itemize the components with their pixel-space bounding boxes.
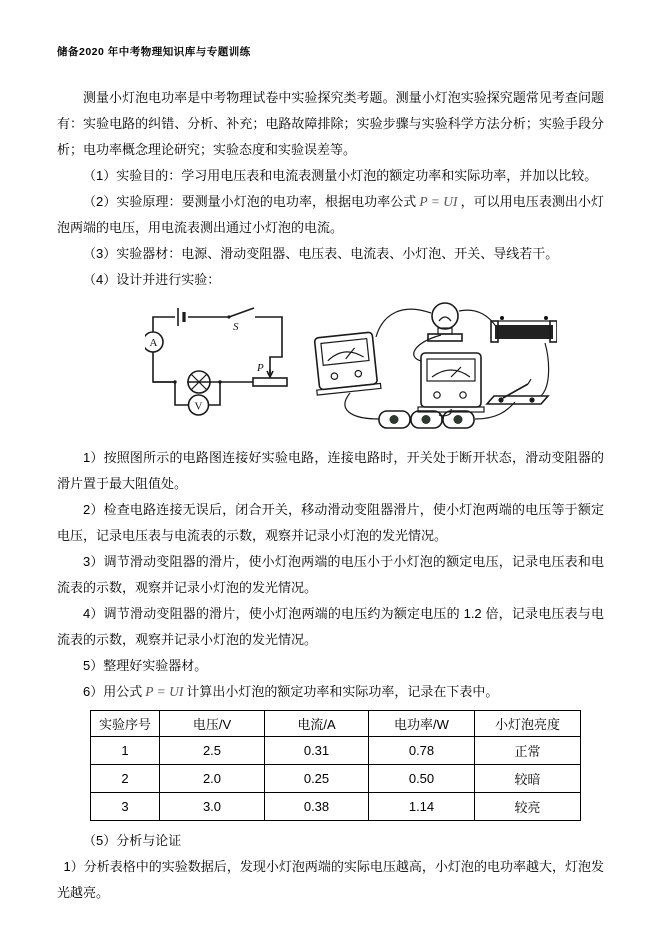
document-header: 储备2020 年中考物理知识库与专题训练: [57, 46, 251, 58]
switch-symbol: [227, 308, 254, 333]
step-6-pre: 6）用公式: [83, 684, 143, 699]
cell-voltage: 2.5: [160, 737, 265, 765]
voltmeter-label: V: [194, 400, 203, 413]
principle-text-pre: （2）实验原理：要测量小灯泡的电功率，根据电功率公式: [83, 194, 417, 209]
cell-brightness: 较亮: [475, 793, 581, 821]
step-1: 1）按照图所示的电路图连接好实验电路，连接电路时，开关处于断开状态，滑动变阻器的滑片置于最大阻值处。: [57, 450, 604, 491]
table-row: [91, 793, 581, 821]
cell-trial: 1: [91, 737, 160, 765]
circuit-and-apparatus-illustration: [145, 297, 557, 437]
cell-power: 0.78: [369, 737, 475, 765]
cell-power: 0.50: [369, 765, 475, 793]
principle-text-post: ，可以用电压表测出小灯泡两端的电压，用电流表测出通过小灯泡的电流。: [57, 194, 604, 235]
table-row: [91, 765, 581, 793]
slider-label: P: [257, 362, 264, 374]
experiment-figure: [57, 297, 604, 439]
col-header-power: 电功率/W: [369, 711, 475, 737]
cell-power: 1.14: [369, 793, 475, 821]
rheostat-apparatus: [491, 316, 557, 342]
switch-label: S: [233, 321, 239, 333]
results-table: [90, 710, 581, 821]
step-6-post: 计算出小灯泡的额定功率和实际功率，记录在下表中。: [186, 684, 499, 699]
ammeter-symbol: [145, 332, 163, 352]
step-6: [57, 679, 604, 705]
col-header-current: 电流/A: [265, 711, 369, 737]
experiment-design: （4）设计并进行实验：: [83, 272, 221, 287]
col-header-voltage: 电压/V: [160, 711, 265, 737]
analysis-heading: （5）分析与论证: [83, 833, 182, 848]
cell-current: 0.31: [265, 737, 369, 765]
cell-brightness: 较暗: [475, 765, 581, 793]
wire: [153, 317, 175, 332]
analysis-point-1: 1）分析表格中的实验数据后，发现小灯泡两端的实际电压越高，小灯泡的电功率越大，灯泡发光越亮。: [57, 859, 604, 900]
cell-voltage: 2.0: [160, 765, 265, 793]
step-3: 3）调节滑动变阻器的滑片，使小灯泡两端的电压小于小灯泡的额定电压，记录电压表和电流表的示数，观察并记录小灯泡的发光情况。: [57, 554, 604, 595]
battery-symbol: [178, 308, 184, 326]
cell-brightness: 正常: [475, 737, 581, 765]
col-header-brightness: 小灯泡亮度: [475, 711, 581, 737]
cell-current: 0.38: [265, 793, 369, 821]
ammeter-apparatus: [418, 353, 484, 412]
cell-current: 0.25: [265, 765, 369, 793]
circuit-schematic: [145, 308, 287, 415]
experiment-materials: （3）实验器材：电源、滑动变阻器、电压表、电流表、小灯泡、开关、导线若干。: [83, 246, 559, 261]
table-row: [91, 737, 581, 765]
experiment-principle: [57, 189, 604, 241]
power-formula: P = UI: [419, 194, 458, 209]
experiment-purpose: （1）实验目的：学习用电压表和电流表测量小灯泡的额定功率和实际功率，并加以比较。: [83, 168, 598, 183]
step-4: 4）调节滑动变阻器的滑片，使小灯泡两端的电压约为额定电压的 1.2 倍，记录电压表与电流表的示数，观察并记录小灯泡的发光情况。: [57, 606, 604, 647]
wire: [153, 352, 175, 382]
wire: [541, 343, 549, 396]
cell-trial: 2: [91, 765, 160, 793]
wire: [376, 309, 431, 337]
step-2: 2）检查电路连接无误后，闭合开关，移动滑动变阻器滑片，使小灯泡两端的电压等于额定电压，记录电压表与电流表的示数，观察并记录小灯泡的发光情况。: [57, 502, 604, 543]
voltmeter-branch: [173, 380, 221, 415]
voltmeter-apparatus: [311, 332, 381, 395]
table-header-row: [91, 711, 581, 737]
col-header-trial: 实验序号: [91, 711, 160, 737]
cell-trial: 3: [91, 793, 160, 821]
step-5: 5）整理好实验器材。: [83, 658, 208, 673]
switch-apparatus: [487, 379, 548, 404]
wire: [345, 393, 379, 419]
bulb-apparatus: [428, 303, 462, 341]
apparatus-illustration: [311, 303, 557, 428]
cell-voltage: 3.0: [160, 793, 265, 821]
battery-apparatus: [379, 411, 474, 428]
intro-paragraph: 测量小灯泡电功率是中考物理试卷中实验探究类考题。测量小灯泡实验探究题常见考查问题有：实验电路的纠错、分析、补充；电路故障排除；实验步骤与实验科学方法分析；实验手段分析；电功率概念理论研究；实验态度和实验误差等。: [57, 90, 604, 157]
power-formula-step6: P = UI: [145, 684, 184, 699]
ammeter-label: A: [149, 337, 158, 349]
